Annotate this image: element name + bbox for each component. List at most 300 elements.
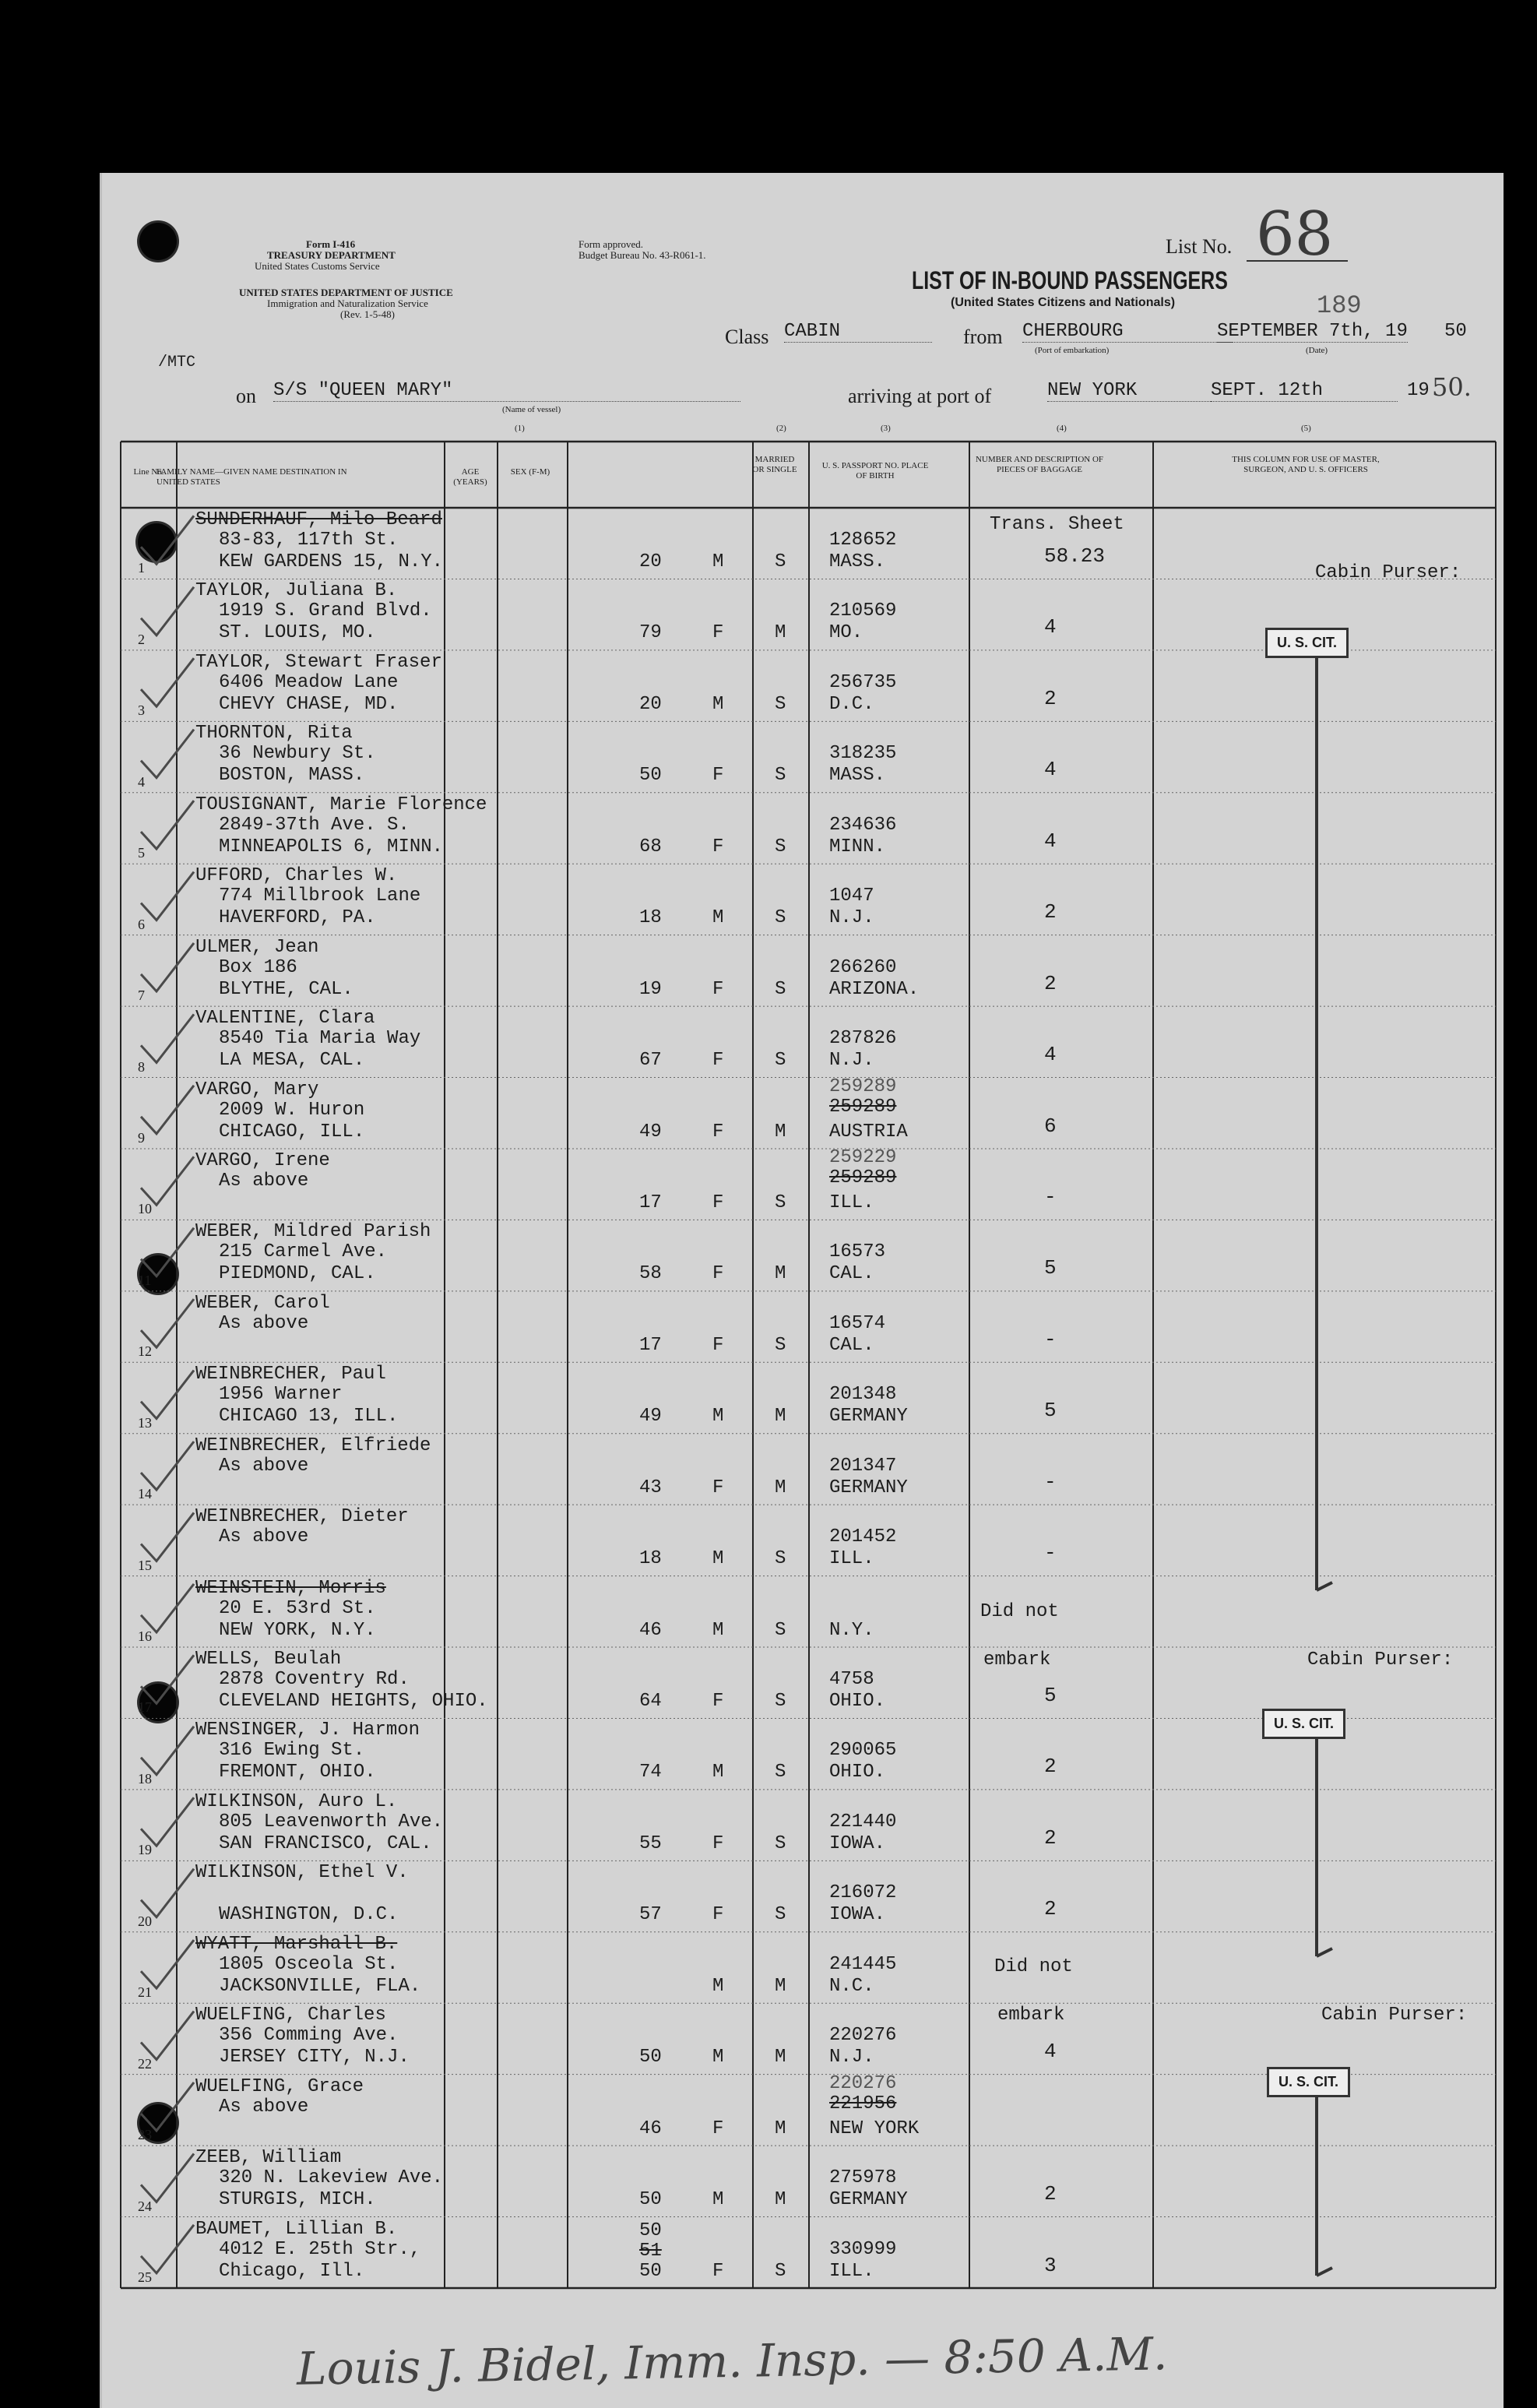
page-stamp-number: 189 (1317, 291, 1362, 320)
marital-status: M (775, 2047, 786, 2068)
place-of-birth: OHIO. (829, 1691, 886, 1713)
passenger-address: 83-83, 117th St. (219, 530, 399, 551)
marital-status: S (775, 1691, 786, 1713)
passenger-destination: PIEDMOND, CAL. (219, 1263, 376, 1285)
place-of-birth: IOWA. (829, 1904, 886, 1926)
check-mark (141, 871, 194, 920)
place-of-birth: N.Y. (829, 1619, 874, 1641)
baggage-count: 2 (1044, 686, 1057, 710)
did-not-note: Did not (980, 1601, 1059, 1622)
column-number: (4) (1057, 424, 1067, 433)
baggage-count: - (1044, 1327, 1057, 1351)
line-number: 6 (138, 916, 145, 932)
place-of-birth: CAL. (829, 1334, 874, 1356)
embark-note: embark (983, 1649, 1051, 1670)
line-number: 25 (138, 2269, 152, 2285)
marital-status: S (775, 1904, 786, 1926)
passport-number: 201452 (829, 1526, 897, 1548)
passenger-name: BAUMET, Lillian B. (195, 2218, 398, 2240)
passenger-age: 79 (639, 622, 662, 644)
passenger-sex: M (712, 693, 724, 715)
baggage-count: 2 (1044, 2182, 1057, 2206)
passport-number: 201347 (829, 1455, 897, 1477)
passenger-name: VALENTINE, Clara (195, 1008, 375, 1030)
passenger-name: WEINBRECHER, Elfriede (195, 1435, 431, 1456)
passport-number: 221440 (829, 1811, 897, 1832)
line-number: 15 (138, 1557, 152, 1573)
baggage-count: 2 (1044, 971, 1057, 995)
marital-status: M (775, 1121, 786, 1142)
passenger-destination: CLEVELAND HEIGHTS, OHIO. (219, 1691, 488, 1713)
budget-bureau: Budget Bureau No. 43-R061-1. (579, 249, 706, 261)
departure-date: SEPTEMBER 7th, 19 (1217, 321, 1408, 342)
line-number: 14 (138, 1486, 152, 1502)
passport-number: 275978 (829, 2167, 897, 2189)
passport-number-prior: 259289 (829, 1167, 897, 1188)
arrival-date: SEPT. 12th (1211, 380, 1398, 402)
passenger-address: 2878 Coventry Rd. (219, 1669, 410, 1691)
passenger-destination: FREMONT, OHIO. (219, 1762, 376, 1783)
passport-number: 216072 (829, 1882, 897, 1904)
baggage-count: 4 (1044, 615, 1057, 639)
margin-note: /MTC (158, 354, 196, 371)
ins-service: Immigration and Naturalization Service (267, 297, 428, 309)
line-number: 1 (138, 560, 145, 576)
passenger-destination: JACKSONVILLE, FLA. (219, 1975, 421, 1997)
header-line-no: Line No. (133, 467, 164, 477)
baggage-count: 5 (1044, 1684, 1057, 1708)
place-of-birth: GERMANY (829, 1477, 908, 1498)
treasury-dept: TREASURY DEPARTMENT (267, 249, 396, 261)
passenger-name: SUNDERHAUF, Milo Beard (195, 509, 442, 530)
passenger-address: 2009 W. Huron (219, 1099, 365, 1121)
header-officers: THIS COLUMN FOR USE OF MASTER, SURGEON, AND U. S. OFFICERS (1232, 455, 1380, 474)
passenger-age: 20 (639, 693, 662, 715)
check-mark (141, 658, 194, 706)
passenger-address: 774 Millbrook Lane (219, 885, 421, 907)
passport-number: 220276 (829, 2025, 897, 2047)
on-label: on (236, 385, 256, 407)
table-rule (1317, 1949, 1332, 1956)
passenger-name: TOUSIGNANT, Marie Florence (195, 794, 487, 815)
baggage-count: - (1044, 1541, 1057, 1565)
passenger-sex: F (712, 1192, 724, 1213)
passenger-sex: F (712, 622, 724, 644)
manifest-page (100, 173, 1504, 2408)
passenger-sex: F (712, 1050, 724, 1072)
class-value: CABIN (784, 321, 932, 343)
passenger-age: 50 (639, 2220, 662, 2241)
passenger-destination: SAN FRANCISCO, CAL. (219, 1832, 432, 1854)
passenger-sex: F (712, 1334, 724, 1356)
place-of-birth: N.J. (829, 907, 874, 929)
passenger-sex: F (712, 978, 724, 1000)
passenger-name: WUELFING, Grace (195, 2075, 364, 2097)
line-number: 21 (138, 1984, 152, 2001)
check-mark (141, 730, 194, 778)
passenger-name: TAYLOR, Juliana B. (195, 580, 398, 602)
marital-status: M (775, 1975, 786, 1997)
line-number: 22 (138, 2055, 152, 2072)
marital-status: S (775, 551, 786, 572)
passenger-sex: F (712, 1477, 724, 1498)
header-passport: U. S. PASSPORT NO. PLACE OF BIRTH (821, 461, 929, 481)
baggage-count: 4 (1044, 829, 1057, 853)
passenger-age: 64 (639, 1691, 662, 1713)
embark-note: embark (997, 2005, 1065, 2026)
baggage-count: 2 (1044, 900, 1057, 924)
baggage-count: 6 (1044, 1114, 1057, 1138)
passenger-address: 4012 E. 25th Str., (219, 2238, 421, 2260)
passenger-name: WYATT, Marshall B. (195, 1933, 398, 1955)
line-number: 13 (138, 1414, 152, 1431)
passenger-age: 49 (639, 1121, 662, 1142)
vessel-name: S/S "QUEEN MARY" (273, 380, 740, 402)
baggage-count: 5 (1044, 1256, 1057, 1280)
departure-year: 50 (1444, 321, 1467, 342)
place-of-birth: GERMANY (829, 1406, 908, 1428)
header-name: FAMILY NAME—GIVEN NAME DESTINATION IN UNITED STATES (157, 467, 347, 487)
passenger-destination: CHEVY CHASE, MD. (219, 693, 399, 715)
passport-number: 4758 (829, 1669, 874, 1691)
check-mark (141, 801, 194, 849)
passenger-address: 215 Carmel Ave. (219, 1241, 388, 1263)
place-of-birth: D.C. (829, 693, 874, 715)
passenger-sex: F (712, 1691, 724, 1713)
passport-number: 330999 (829, 2238, 897, 2260)
passenger-sex: M (712, 1762, 724, 1783)
passenger-age: 50 (639, 765, 662, 787)
passenger-age: 19 (639, 978, 662, 1000)
place-of-birth: CAL. (829, 1263, 874, 1285)
marital-status: S (775, 836, 786, 857)
passenger-name: WEINSTEIN, Morris (195, 1577, 386, 1599)
passenger-destination: BLYTHE, CAL. (219, 978, 353, 1000)
marital-status: S (775, 1832, 786, 1854)
passenger-sex: F (712, 836, 724, 857)
place-of-birth: GERMANY (829, 2189, 908, 2211)
passenger-name: WEBER, Mildred Parish (195, 1221, 431, 1243)
line-number: 24 (138, 2198, 152, 2214)
baggage-count: 2 (1044, 1897, 1057, 1921)
passenger-sex: M (712, 1406, 724, 1428)
passenger-age-prior: 51 (639, 2240, 662, 2262)
marital-status: S (775, 907, 786, 929)
marital-status: S (775, 978, 786, 1000)
check-mark (141, 1014, 194, 1062)
passenger-address: 320 N. Lakeview Ave. (219, 2167, 444, 2189)
check-mark (141, 516, 194, 564)
table-rule (1317, 1582, 1332, 1590)
passenger-sex: M (712, 551, 724, 572)
line-number: 3 (138, 702, 145, 719)
baggage-count: 2 (1044, 1755, 1057, 1779)
passenger-address: 36 Newbury St. (219, 743, 376, 765)
from-value: CHERBOURG (1022, 321, 1233, 343)
us-citizen-stamp: U. S. CIT. (1267, 2067, 1350, 2097)
column-number: (1) (515, 424, 525, 433)
line-number: 4 (138, 773, 145, 790)
passenger-destination: KEW GARDENS 15, N.Y. (219, 551, 444, 572)
check-mark (141, 1086, 194, 1134)
passenger-destination: NEW YORK, N.Y. (219, 1619, 376, 1641)
passenger-address: As above (219, 1170, 309, 1192)
arrival-port: NEW YORK (1047, 380, 1281, 402)
list-no-value: 68 (1256, 199, 1334, 269)
passenger-age: 67 (639, 1050, 662, 1072)
passenger-sex: M (712, 1619, 724, 1641)
arrival-year: 50. (1432, 372, 1472, 402)
passenger-destination: STURGIS, MICH. (219, 2189, 376, 2211)
passport-number: 256735 (829, 671, 897, 693)
passenger-address: 8540 Tia Maria Way (219, 1028, 421, 1050)
passenger-age: 18 (639, 907, 662, 929)
passport-number: 201348 (829, 1384, 897, 1406)
baggage-count: 4 (1044, 2040, 1057, 2064)
passenger-name: ULMER, Jean (195, 936, 319, 958)
header-sex: SEX (F-M) (510, 467, 550, 477)
passenger-name: WILKINSON, Ethel V. (195, 1862, 409, 1884)
customs-service: United States Customs Service (255, 260, 380, 272)
passenger-destination: HAVERFORD, PA. (219, 907, 376, 929)
place-of-birth: ILL. (829, 1548, 874, 1570)
line-number: 2 (138, 631, 145, 647)
passenger-destination: CHICAGO 13, ILL. (219, 1406, 399, 1428)
line-number: 17 (138, 1699, 152, 1716)
passenger-age: 50 (639, 2189, 662, 2211)
check-mark (141, 587, 194, 635)
passenger-address: 316 Ewing St. (219, 1740, 365, 1762)
passenger-address: 1956 Warner (219, 1384, 343, 1406)
line-number: 7 (138, 987, 145, 1004)
from-label: from (963, 326, 1003, 348)
passenger-sex: F (712, 1832, 724, 1854)
passenger-name: WENSINGER, J. Harmon (195, 1720, 420, 1741)
header-age: AGE (YEARS) (453, 467, 487, 487)
arriving-label: arriving at port of (848, 385, 992, 407)
passenger-name: TAYLOR, Stewart Fraser (195, 651, 442, 673)
passenger-address: 1919 S. Grand Blvd. (219, 600, 432, 622)
passport-number: 210569 (829, 600, 897, 622)
passenger-age: 50 (639, 2047, 662, 2068)
passenger-age: 57 (639, 1904, 662, 1926)
marital-status: S (775, 1619, 786, 1641)
passenger-name: UFFORD, Charles W. (195, 865, 398, 887)
cabin-purser-note: Cabin Purser: (1315, 562, 1461, 583)
place-of-birth: OHIO. (829, 1762, 886, 1783)
passenger-age: 46 (639, 1619, 662, 1641)
marital-status: M (775, 1477, 786, 1498)
passenger-name: VARGO, Mary (195, 1079, 319, 1100)
passport-number-prior: 221956 (829, 2093, 897, 2114)
place-of-birth: N.J. (829, 2047, 874, 2068)
place-of-birth: ILL. (829, 2260, 874, 2282)
passenger-sex: M (712, 907, 724, 929)
arrival-year-prefix: 19 (1407, 380, 1430, 401)
passenger-sex: M (712, 2047, 724, 2068)
line-number: 11 (138, 1272, 152, 1288)
passenger-destination: LA MESA, CAL. (219, 1050, 365, 1072)
passenger-sex: F (712, 2118, 724, 2139)
marital-status: M (775, 2118, 786, 2139)
passenger-age: 17 (639, 1192, 662, 1213)
form-revision: (Rev. 1-5-48) (340, 308, 395, 320)
passenger-age: 74 (639, 1762, 662, 1783)
port-caption: (Port of embarkation) (1035, 346, 1110, 355)
place-of-birth: NEW YORK (829, 2118, 920, 2139)
passenger-address: 2849-37th Ave. S. (219, 814, 410, 836)
list-no-label: List No. (1166, 235, 1233, 258)
passenger-name: WEINBRECHER, Paul (195, 1364, 386, 1385)
cabin-purser-note: Cabin Purser: (1307, 1649, 1454, 1670)
marital-status: M (775, 1406, 786, 1428)
line-number: 8 (138, 1058, 145, 1075)
date-caption: (Date) (1306, 346, 1328, 355)
passenger-sex: F (712, 1263, 724, 1285)
marital-status: S (775, 1192, 786, 1213)
passenger-age: 50 (639, 2260, 662, 2282)
marital-status: S (775, 1334, 786, 1356)
passport-number: 234636 (829, 814, 897, 836)
baggage-count: 4 (1044, 1043, 1057, 1067)
passenger-destination: WASHINGTON, D.C. (219, 1904, 399, 1926)
baggage-count: - (1044, 1185, 1057, 1209)
marital-status: S (775, 1050, 786, 1072)
header-married: MARRIED OR SINGLE (752, 455, 797, 474)
place-of-birth: ARIZONA. (829, 978, 920, 1000)
line-number: 12 (138, 1343, 152, 1360)
vessel-caption: (Name of vessel) (502, 405, 561, 414)
passport-number: 287826 (829, 1028, 897, 1050)
passenger-age: 46 (639, 2118, 662, 2139)
passenger-address: 1805 Osceola St. (219, 1953, 399, 1975)
class-label: Class (725, 326, 769, 348)
justice-dept: UNITED STATES DEPARTMENT OF JUSTICE (239, 287, 453, 298)
passenger-age: 18 (639, 1548, 662, 1570)
passenger-address: As above (219, 2096, 309, 2118)
marital-status: S (775, 693, 786, 715)
passenger-address: As above (219, 1526, 309, 1548)
passenger-address: As above (219, 1455, 309, 1477)
place-of-birth: MASS. (829, 765, 886, 787)
passport-number: 290065 (829, 1740, 897, 1762)
baggage-count: 5 (1044, 1399, 1057, 1423)
place-of-birth: IOWA. (829, 1832, 886, 1854)
marital-status: S (775, 1762, 786, 1783)
passenger-name: VARGO, Irene (195, 1149, 330, 1171)
passport-number-correction: 259289 (829, 1076, 897, 1097)
passenger-sex: F (712, 2260, 724, 2282)
passenger-name: ZEEB, William (195, 2147, 342, 2169)
us-citizen-stamp: U. S. CIT. (1265, 628, 1349, 658)
marital-status: S (775, 765, 786, 787)
baggage-count: 3 (1044, 2253, 1057, 2277)
us-citizen-stamp: U. S. CIT. (1262, 1709, 1345, 1739)
marital-status: M (775, 2189, 786, 2211)
baggage-count: - (1044, 1470, 1057, 1494)
baggage-count: 2 (1044, 1825, 1057, 1850)
line-number: 9 (138, 1129, 145, 1146)
passport-number-correction: 220276 (829, 2072, 897, 2094)
passenger-destination: JERSEY CITY, N.J. (219, 2047, 410, 2068)
inspector-signature: Louis J. Bidel, Imm. Insp. — 8:50 A.M. (296, 2327, 1168, 2396)
passenger-address: 805 Leavenworth Ave. (219, 1811, 444, 1832)
column-number: (3) (881, 424, 891, 433)
passenger-age: 49 (639, 1406, 662, 1428)
place-of-birth: MO. (829, 622, 863, 644)
passenger-address: 356 Comming Ave. (219, 2025, 399, 2047)
passenger-name: WUELFING, Charles (195, 2005, 386, 2026)
passenger-sex: M (712, 1975, 724, 1997)
passenger-destination: BOSTON, MASS. (219, 765, 365, 787)
passport-number: 16574 (829, 1312, 886, 1334)
passenger-sex: M (712, 2189, 724, 2211)
passenger-sex: M (712, 1548, 724, 1570)
passenger-sex: F (712, 765, 724, 787)
cabin-purser-note: Cabin Purser: (1321, 2005, 1468, 2026)
marital-status: S (775, 2260, 786, 2282)
passport-number: 241445 (829, 1953, 897, 1975)
check-mark (141, 943, 194, 991)
passenger-address: 20 E. 53rd St. (219, 1597, 376, 1619)
passport-number: 16573 (829, 1241, 886, 1263)
place-of-birth: MINN. (829, 836, 886, 857)
passenger-destination: ST. LOUIS, MO. (219, 622, 376, 644)
passenger-name: THORNTON, Rita (195, 723, 353, 745)
form-number: Form I-416 (306, 238, 356, 250)
passenger-address: Box 186 (219, 956, 297, 978)
place-of-birth: MASS. (829, 551, 886, 572)
passport-number: 266260 (829, 956, 897, 978)
passenger-age: 17 (639, 1334, 662, 1356)
passenger-address: As above (219, 1312, 309, 1334)
form-approved: Form approved. (579, 238, 644, 250)
form-subtitle: (United States Citizens and Nationals) (951, 296, 1176, 309)
passport-number-prior: 259289 (829, 1096, 897, 1118)
passenger-age: 58 (639, 1263, 662, 1285)
passenger-name: WEBER, Carol (195, 1292, 330, 1314)
place-of-birth: N.C. (829, 1975, 874, 1997)
passport-number: 1047 (829, 885, 874, 907)
passport-number-correction: 259229 (829, 1146, 897, 1168)
place-of-birth: ILL. (829, 1192, 874, 1213)
passenger-sex: F (712, 1904, 724, 1926)
line-number: 16 (138, 1628, 152, 1645)
passenger-destination: Chicago, Ill. (219, 2260, 365, 2282)
passenger-destination: MINNEAPOLIS 6, MINN. (219, 836, 444, 857)
passenger-name: WILKINSON, Auro L. (195, 1790, 398, 1812)
marital-status: S (775, 1548, 786, 1570)
line-number: 5 (138, 845, 145, 861)
header-baggage: NUMBER AND DESCRIPTION OF PIECES OF BAGGAGE (975, 455, 1104, 474)
passenger-age: 68 (639, 836, 662, 857)
column-number: (2) (776, 424, 786, 433)
line-number: 18 (138, 1770, 152, 1787)
form-title: LIST OF IN-BOUND PASSENGERS (912, 266, 1228, 294)
line-number: 10 (138, 1201, 152, 1217)
passenger-age: 20 (639, 551, 662, 572)
marital-status: M (775, 1263, 786, 1285)
trans-sheet-note: Trans. Sheet (990, 514, 1124, 535)
table-rule (1317, 2268, 1332, 2276)
baggage-count: 4 (1044, 758, 1057, 782)
did-not-note: Did not (994, 1956, 1073, 1977)
passenger-address: 6406 Meadow Lane (219, 671, 399, 693)
line-number: 23 (138, 2127, 152, 2143)
passport-number: 128652 (829, 530, 897, 551)
passenger-name: WEINBRECHER, Dieter (195, 1506, 409, 1528)
baggage-count: 58.23 (1044, 544, 1106, 568)
